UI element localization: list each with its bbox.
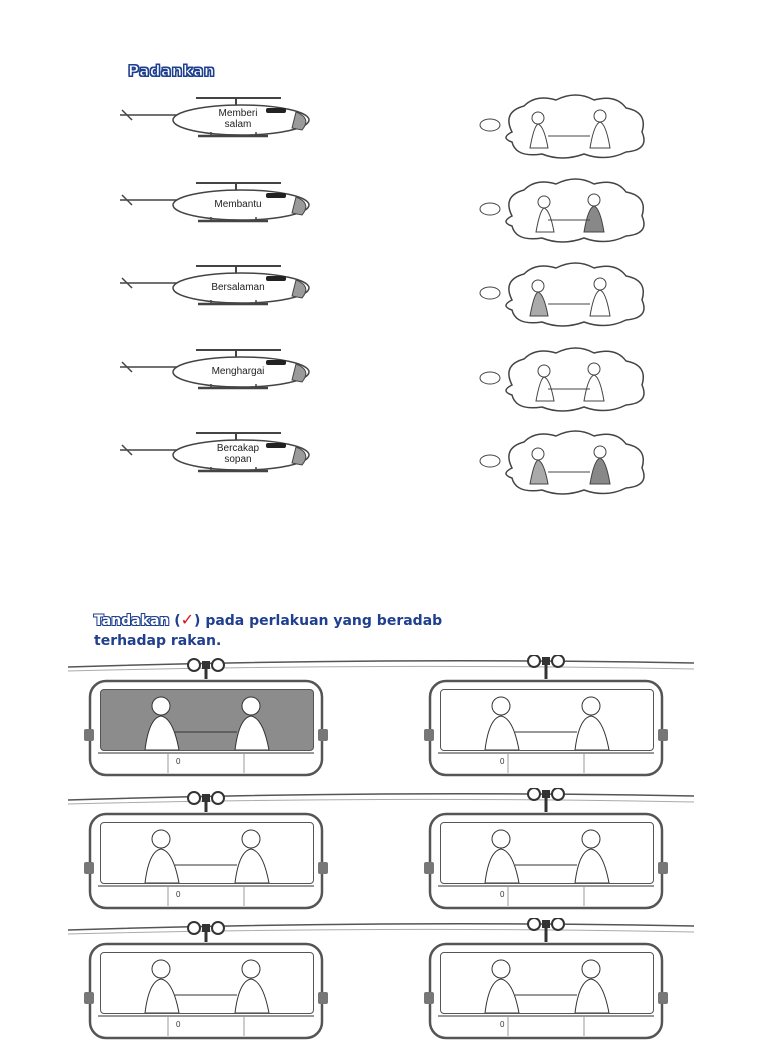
helicopter-label-line1: Bersalaman: [211, 282, 265, 293]
section-title-padankan: Padankan: [128, 62, 216, 80]
car-number: 0: [500, 1020, 505, 1029]
girls-handshake-scene-icon: [440, 822, 654, 884]
car-number: 0: [176, 757, 181, 766]
girls-talking-icon: [476, 176, 656, 246]
girls-gift-scene-icon: [100, 952, 314, 1014]
helicopter-label-line2: sopan: [224, 454, 252, 465]
boys-handshake-scene-icon: [100, 689, 314, 751]
helicopter-label-line1: Memberi: [218, 108, 258, 119]
car-number: 0: [500, 757, 505, 766]
cable-car-row-1: [68, 655, 694, 785]
cable-car-6[interactable]: [420, 942, 672, 1042]
car-number: 0: [176, 1020, 181, 1029]
cable-car-1[interactable]: [80, 679, 332, 779]
tick-icon: ✓: [180, 610, 195, 629]
helicopter-4: [116, 342, 316, 412]
helicopter-label-line2: salam: [224, 119, 252, 130]
car-number: 0: [500, 890, 505, 899]
helicopter-2: [116, 175, 316, 245]
helicopter-label: [190, 282, 286, 293]
title-open-paren: (: [174, 613, 181, 629]
car-number: 0: [176, 890, 181, 899]
girls-window-scene-icon: [440, 952, 654, 1014]
helicopter-3: [116, 258, 316, 328]
cable-car-2[interactable]: [420, 679, 672, 779]
boys-shaking-hands-icon: [476, 345, 656, 415]
cable-car-row-2: [68, 788, 694, 918]
helicopter-1: [116, 90, 316, 160]
helicopter-label-line1: Menghargai: [211, 366, 265, 377]
helicopter-label: [190, 443, 286, 465]
title-outlined-word: Tandakan: [94, 613, 170, 629]
cable-car-row-3: [68, 918, 694, 1048]
child-adult-scene-icon: [100, 822, 314, 884]
helicopter-label-line1: Membantu: [214, 199, 262, 210]
cable-car-4[interactable]: [420, 812, 672, 912]
helicopter-5: [116, 425, 316, 495]
helicopter-label-line1: Bercakap: [216, 443, 260, 454]
children-helping-fallen-child-icon: [476, 92, 656, 162]
title-rest: ) pada perlakuan yang beradab: [194, 613, 443, 629]
cable-car-5[interactable]: [80, 942, 332, 1042]
children-pointing-scene-icon: [440, 689, 654, 751]
girl-giving-gift-icon: [476, 260, 656, 330]
cable-car-3[interactable]: [80, 812, 332, 912]
title-line2: terhadap rakan.: [94, 633, 222, 649]
helicopter-label: [190, 108, 286, 130]
section-title-tandakan: [94, 610, 694, 651]
helicopter-label: [190, 366, 286, 377]
helicopter-label: [190, 199, 286, 210]
girls-greeting-icon: [476, 428, 656, 498]
